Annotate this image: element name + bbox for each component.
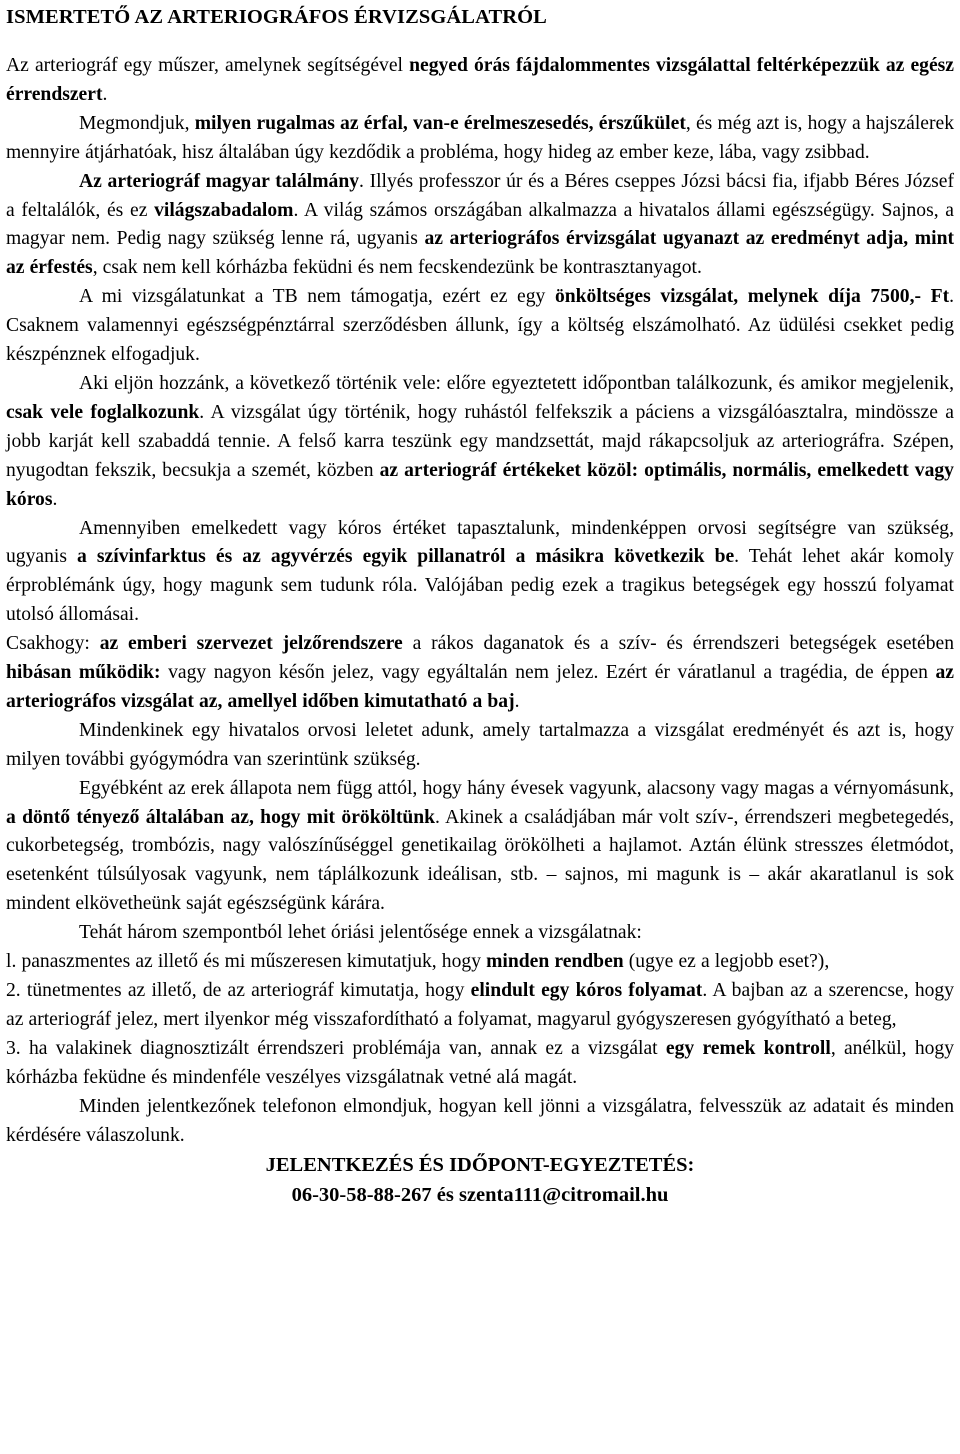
bold-text: Az arteriográf magyar találmány <box>79 170 360 192</box>
text-run: Tehát három szempontból lehet óriási jelentősége ennek a vizsgálatnak: <box>79 922 642 944</box>
paragraph-cost <box>6 283 954 370</box>
text-run: . Csaknem valamennyi egészségpénztárral szerződésben állunk, így a költség elszámolható. Az üdülési csekket pedig készpénznek elfogadjuk. <box>6 286 954 366</box>
bold-text: világszabadalom <box>154 199 294 221</box>
bold-text: negyed órás fájdalommentes vizsgálattal feltérképezzük az egész érrendszert <box>6 55 954 105</box>
paragraph-contact-info <box>6 1093 954 1151</box>
paragraph-what-we-measure <box>6 110 954 168</box>
paragraph-procedure <box>6 370 954 515</box>
bold-text: csak vele foglalkozunk <box>6 401 200 423</box>
document-title: ISMERTETŐ AZ ARTERIOGRÁFOS ÉRVIZSGÁLATRÓL <box>6 6 547 28</box>
paragraph-heredity <box>6 775 954 920</box>
bold-text: egy remek kontroll <box>665 1037 831 1059</box>
text-run: , anélkül, hogy kórházba feküdne és mindenféle veszélyes vizsgálatnak vetné alá magát. <box>6 1037 955 1088</box>
bold-text: a szívinfarktus és az agyvérzés egyik pillanatról a másikra következik be <box>77 546 735 568</box>
paragraph-medical-report <box>6 717 954 775</box>
paragraph-three-aspects <box>6 919 954 948</box>
text-run: l. panaszmentes az illető és mi műszeresen kimutatjuk, hogy <box>6 951 487 973</box>
text-run: Csakhogy: <box>6 633 100 655</box>
text-run: . <box>102 83 108 105</box>
text-run: . Akinek a családjában már volt szív-, érrendszeri megbetegedés, cukorbetegség, trombózis, nagy valószínűséggel genetikailag örökölheti a hajlamot. Aztán élünk stresszes életmódot, esetenként túlsúlyosak vagyunk, nem táplálkozunk ideálisan, stb. – sajnos, mi magunk is – akár akaratlanul is sok mindent elkövetheünk saját egészségünk kárára. <box>6 806 954 915</box>
text-run: . Illyés professzor úr és a Béres cseppes Józsi bácsi fia, ifjabb Béres József a feltalálók, és ez <box>6 170 955 221</box>
bold-text: minden rendben <box>486 951 624 973</box>
bold-text: hibásan működik: <box>6 662 161 684</box>
text-run: Amennyiben emelkedett vagy kóros értéket tapasztalunk, mindenképpen orvosi segítségre van szükség, ugyanis <box>6 517 954 568</box>
bold-text: a döntő tényező általában az, hogy mit örököltünk <box>6 806 436 828</box>
text-run: . Tehát lehet akár komoly érproblémánk úgy, hogy magunk sem tudunk róla. Valójában pedig ezek a tragikus betegségek egy hosszú folyamat utolsó állomásai. <box>6 546 954 626</box>
bold-text: milyen rugalmas az érfal, van-e érelmeszesedés, érszűkület <box>194 112 686 134</box>
text-run: a rákos daganatok és a szív- és érrendszeri betegségek esetében <box>402 633 954 655</box>
text-run: Egyébként az erek állapota nem függ attól, hogy hány évesek vagyunk, alacsony vagy magas a vérnyomásunk, <box>79 777 954 799</box>
text-run: . A vizsgálat úgy történik, hogy ruhástól felfekszik a páciens a vizsgálóasztalra, mindössze a jobb karját kell szabaddá tennie. A felső karra teszünk egy mandzsettát, majd rákapcsoljuk az arteriográfra. Szépen, nyugodtan fekszik, becsukja a szemét, közben <box>6 401 954 481</box>
text-run: Az arteriográf egy műszer, amelynek segítségével <box>6 55 410 76</box>
text-run: Mindenkinek egy hivatalos orvosi leletet adunk, amely tartalmazza a vizsgálat eredményét és azt is, hogy milyen további gyógymódra van szerintünk szükség. <box>6 719 954 770</box>
text-run: . <box>514 690 520 712</box>
text-run: . A bajban az a szerencse, hogy az arteriográf jelez, mert ilyenkor még visszafordítható a folyamat, magyarul gyógyszeresen gyógyítható a beteg, <box>6 980 955 1030</box>
text-run: . A világ számos országában alkalmazza a hivatalos állami egészségügy. Sajnos, a magyar nem. Pedig nagy szükség lenne rá, ugyanis <box>6 199 954 250</box>
list-item-3 <box>6 1035 954 1093</box>
bold-text: önköltséges vizsgálat, melynek díja 7500,- Ft <box>554 286 950 308</box>
text-run: , és még azt is, hogy a hajszálerek mennyire átjárhatóak, hisz általában úgy kezdődik a probléma, hogy hideg az ember keze, lába, vagy zsibbad. <box>6 112 954 163</box>
text-run: A mi vizsgálatunkat a TB nem támogatja, ezért ez egy <box>79 286 555 308</box>
paragraph-hungarian-invention <box>6 168 954 284</box>
footer-heading: JELENTKEZÉS ÉS IDŐPONT-EGYEZTETÉS: <box>265 1154 695 1177</box>
text-run: Megmondjuk, <box>79 112 195 134</box>
list-item-2 <box>6 977 954 1035</box>
paragraph-warning-system <box>6 630 954 717</box>
text-run: Aki eljön hozzánk, a következő történik vele: előre egyeztetett időpontban találkozunk, és amikor megjelenik, <box>79 372 954 394</box>
text-run: (ugye ez a legjobb eset?), <box>623 951 830 973</box>
bold-text: az arteriográfos érvizsgálat ugyanazt az eredményt adja, mint az érfestés <box>6 228 954 279</box>
text-run: 2. tünetmentes az illető, de az arteriográf kimutatja, hogy <box>6 980 471 1001</box>
bold-text: az arteriográf értékeket közöl: optimális, normális, emelkedett vagy kóros <box>6 459 954 510</box>
bold-text: elindult egy kóros folyamat <box>470 980 703 1001</box>
text-run: Minden jelentkezőnek telefonon elmondjuk, hogyan kell jönni a vizsgálatra, felvesszük az adatait és minden kérdésére válaszolunk. <box>6 1095 954 1146</box>
text-run: , csak nem kell kórházba feküdni és nem fecskendezünk be kontrasztanyagot. <box>92 257 702 279</box>
footer-contact: 06-30-58-88-267 és szenta111@citromail.hu <box>291 1184 669 1207</box>
paragraph-elevated-values <box>6 515 954 631</box>
bold-text: az arteriográfos vizsgálat az, amellyel időben kimutatható a baj <box>6 662 954 712</box>
text-run: 3. ha valakinek diagnosztizált érrendszeri problémája van, annak ez a vizsgálat <box>6 1037 666 1059</box>
list-item-1 <box>6 948 954 977</box>
text-run: . <box>52 488 58 510</box>
bold-text: az emberi szervezet jelzőrendszere <box>99 633 403 655</box>
text-run: vagy nagyon későn jelez, vagy egyáltalán nem jelez. Ezért ér váratlanul a tragédia, de éppen <box>160 662 936 684</box>
paragraph-intro <box>6 52 954 110</box>
